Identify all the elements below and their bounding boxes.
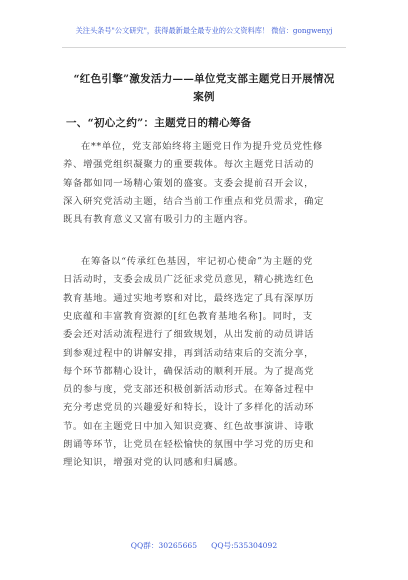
footer-qq-group: QQ群：30265665	[130, 541, 198, 550]
paragraph1-line: 深入研究党活动主题，结合当前工作重点和党员需求，确定	[63, 195, 325, 207]
paragraph1-line: 既具有教育意义又富有吸引力的主题内容。	[63, 214, 254, 226]
paragraph1-line: 在**单位，党支部始终将主题党日作为提升党员党性修	[81, 141, 323, 152]
paragraph2-line: 每个环节都精心设计，确保活动的顺利开展。为了提高党	[63, 365, 315, 377]
header-promo-note: 关注头条号"公文研究"，获得最新最全最专业的公文资料库！ 微信：gongwenyj	[75, 26, 333, 35]
footer-contact	[0, 540, 408, 551]
footer-qq-number: QQ号:535304092	[211, 541, 278, 550]
header-divider	[62, 47, 346, 48]
paragraph2-line: 充分考虑党员的兴趣爱好和特长，设计了多样化的活动环	[63, 402, 315, 414]
paragraph2-line: 在筹备以“传承红色基因，牢记初心使命”为主题的党	[81, 256, 314, 267]
paragraph2-line: 理论知识，增强对党的认同感和归属感。	[63, 457, 244, 469]
document-title-line-1: “红色引擎”激发活力——单位党支部主题党日开展情况	[73, 73, 335, 85]
paragraph2-line: 教育基地。通过实地考察和对比，最终选定了具有深厚历	[63, 292, 315, 304]
paragraph1-line: 养、增强党组织凝聚力的重要载体。每次主题党日活动的	[63, 159, 315, 171]
paragraph2-line: 到参观过程中的讲解安排，再到活动结束后的交流分享，	[63, 347, 315, 359]
paragraph2-line: 员的参与度，党支部还积极创新活动形式。在筹备过程中	[63, 384, 315, 396]
paragraph1-line: 筹备都如同一场精心策划的盛宴。支委会提前召开会议，	[63, 177, 315, 189]
paragraph2-line: 史底蕴和丰富教育资源的[红色教育基地名称]。同时，支	[63, 310, 313, 322]
document-title-line-2: 案例	[193, 91, 215, 103]
paragraph2-line: 日活动时，支委会成员广泛征求党员意见，精心挑选红色	[63, 274, 315, 286]
section-heading: 一、“初心之约”：主题党日的精心筹备	[66, 117, 252, 129]
paragraph2-line: 节。如在主题党日中加入知识竞赛、红色故事演讲、诗歌	[63, 420, 315, 432]
paragraph2-line: 委会还对活动流程进行了细致规划，从出发前的动员讲话	[63, 329, 315, 341]
paragraph2-line: 朗诵等环节，让党员在轻松愉快的氛围中学习党的历史和	[63, 439, 315, 450]
